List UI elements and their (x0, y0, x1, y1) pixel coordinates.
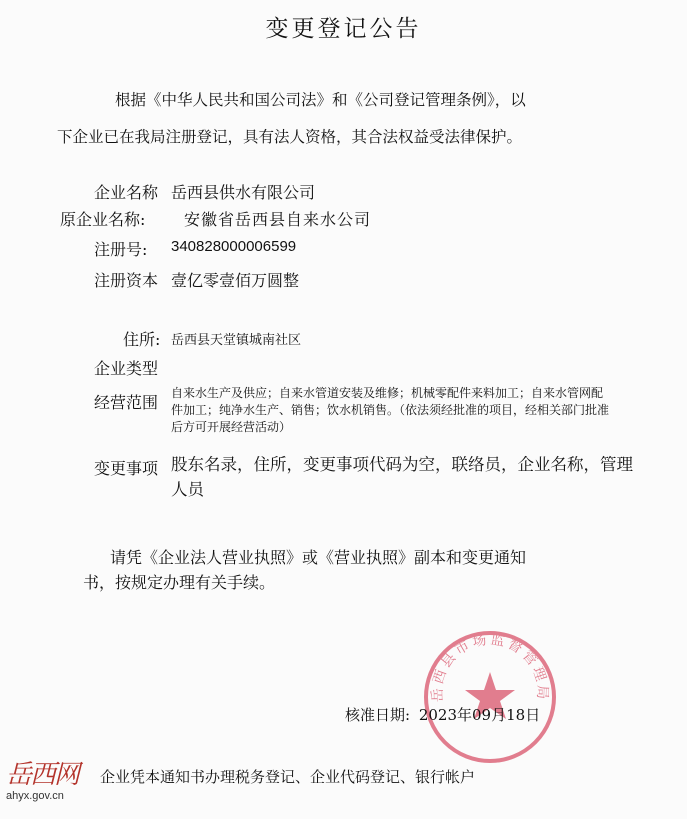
address-label: 住所: (123, 330, 161, 349)
seal-text: 岳西县市场监督管理局 (429, 631, 551, 703)
logo-url: ahyx.gov.cn (6, 790, 64, 802)
type-label: 企业类型 (94, 359, 159, 378)
logo-text: 岳西网 (6, 760, 79, 790)
approval-line (345, 704, 540, 725)
company-name-label: 企业名称 (94, 183, 159, 202)
changes-value: 股东名录，住所，变更事项代码为空，联络员，企业名称，管理人员 (171, 455, 633, 499)
reg-no-value: 340828000006599 (171, 238, 297, 255)
former-name-value: 安徽省岳西县自来水公司 (184, 210, 372, 229)
footer-note: 企业凭本通知书办理税务登记、企业代码登记、银行帐户 (100, 768, 476, 786)
capital-value: 壹亿零壹佰万圆整 (171, 271, 300, 290)
capital-label: 注册资本 (94, 271, 159, 290)
changes-label: 变更事项 (94, 459, 159, 478)
notice-line-2: 书，按规定办理有关手续。 (83, 573, 276, 592)
site-logo (6, 758, 98, 818)
scope-value: 自来水生产及供应；自来水管道安装及维修；机械零配件来料加工；自来水管网配件加工；纯净水生产、销售；饮水机销售。（依法须经批准的项目，经相关部门批准后方可开展经营活动） (171, 386, 610, 434)
reg-no-label: 注册号: (94, 240, 148, 259)
address-value: 岳西县天堂镇城南社区 (171, 333, 302, 348)
approval-label: 核准日期: (345, 706, 411, 724)
former-name-label: 原企业名称: (60, 210, 146, 229)
approval-date: 2023年09月18日 (418, 706, 541, 724)
document-title: 变更登记公告 (265, 16, 422, 42)
notice-line-1: 请凭《企业法人营业执照》或《营业执照》副本和变更通知 (110, 548, 527, 567)
intro-line-2: 下企业已在我局注册登记，具有法人资格，其合法权益受法律保护。 (57, 128, 523, 146)
official-seal-stamp (415, 622, 565, 772)
company-name-value: 岳西县供水有限公司 (171, 183, 316, 202)
scope-label: 经营范围 (94, 393, 159, 412)
intro-line-1: 根据《中华人民共和国公司法》和《公司登记管理条例》，以 (115, 91, 526, 109)
